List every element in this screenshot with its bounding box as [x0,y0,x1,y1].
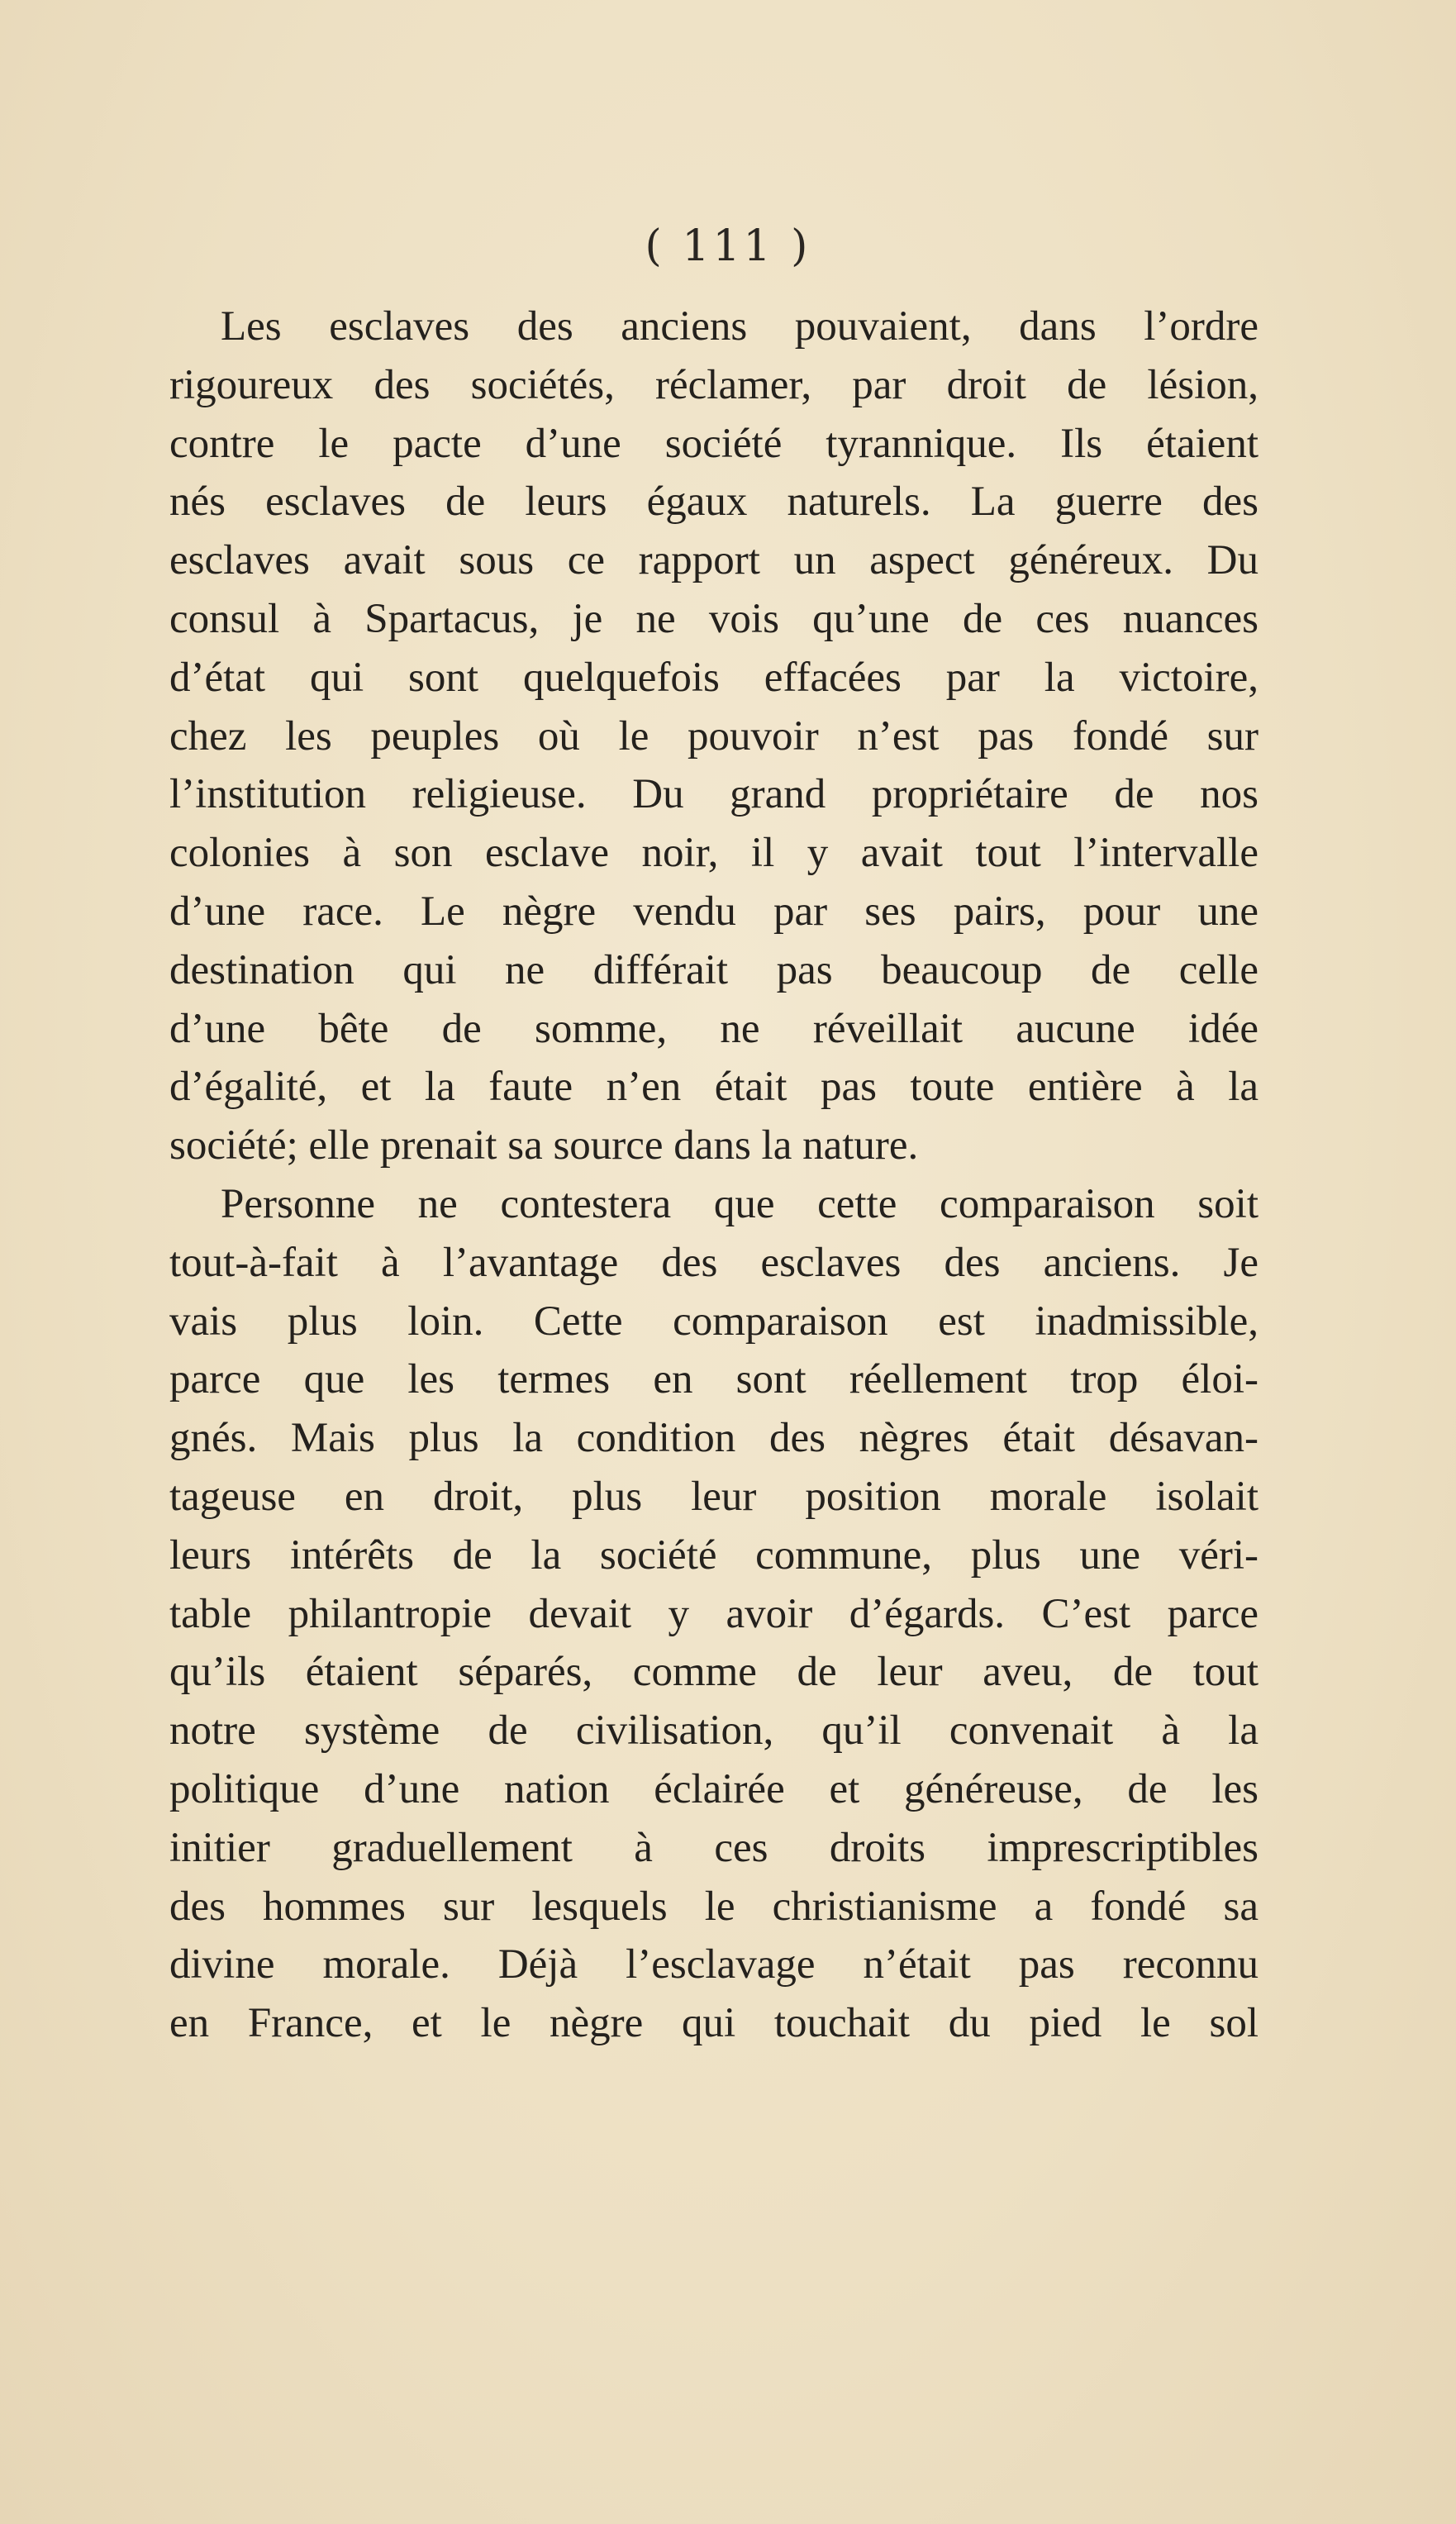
text-line: Les esclaves des anciens pouvaient, dans l’ordre [221,303,1259,350]
text-line: des hommes sur lesquels le christianisme a fondé sa [169,1883,1259,1930]
text-line: rigoureux des sociétés, réclamer, par droit de lésion, [169,361,1259,408]
text-line: d’état qui sont quelquefois effacées par la victoire, [169,654,1259,701]
text-line: tout-à-fait à l’avantage des esclaves des anciens. Je [169,1239,1259,1286]
text-line: chez les peuples où le pouvoir n’est pas fondé sur [169,712,1259,760]
text-line: esclaves avait sous ce rapport un aspect généreux. Du [169,537,1259,584]
text-line: tageuse en droit, plus leur position morale isolait [169,1473,1259,1520]
text-line: gnés. Mais plus la condition des nègres était désavan- [169,1415,1259,1462]
text-line: nés esclaves de leurs égaux naturels. La guerre des [169,479,1259,526]
text-line: d’une bête de somme, ne réveillait aucune idée [169,1005,1259,1052]
text-line: leurs intérêts de la société commune, plus une véri- [169,1531,1259,1579]
text-line: l’institution religieuse. Du grand propriétaire de nos [169,771,1259,818]
text-line: notre système de civilisation, qu’il convenait à la [169,1707,1259,1755]
text-line: contre le pacte d’une société tyrannique. Ils étaient [169,420,1259,467]
text-line: parce que les termes en sont réellement trop éloi- [169,1356,1259,1403]
text-line: colonies à son esclave noir, il y avait tout l’intervalle [169,830,1259,877]
text-line: d’une race. Le nègre vendu par ses pairs, pour une [169,888,1259,935]
text-line: Personne ne contestera que cette comparaison soit [221,1180,1259,1227]
text-line: qu’ils étaient séparés, comme de leur aveu, de tout [169,1649,1259,1696]
text-line: société; elle prenait sa source dans la nature. [169,1122,919,1169]
text-line: politique d’une nation éclairée et généreuse, de les [169,1765,1259,1812]
text-line: initier graduellement à ces droits imprescriptibles [169,1824,1259,1871]
text-line: divine morale. Déjà l’esclavage n’était pas reconnu [169,1941,1259,1988]
text-line: en France, et le nègre qui touchait du pied le sol [169,2000,1259,2047]
page-number: ( 111 ) [645,221,811,271]
text-line: d’égalité, et la faute n’en était pas toute entière à la [169,1064,1259,1111]
text-line: consul à Spartacus, je ne vois qu’une de ces nuances [169,595,1259,642]
text-line: vais plus loin. Cette comparaison est inadmissible, [169,1298,1259,1345]
text-line: table philantropie devait y avoir d’égards. C’est parce [169,1590,1259,1637]
body-text [169,298,1259,2053]
text-line: destination qui ne différait pas beaucoup de celle [169,946,1259,993]
